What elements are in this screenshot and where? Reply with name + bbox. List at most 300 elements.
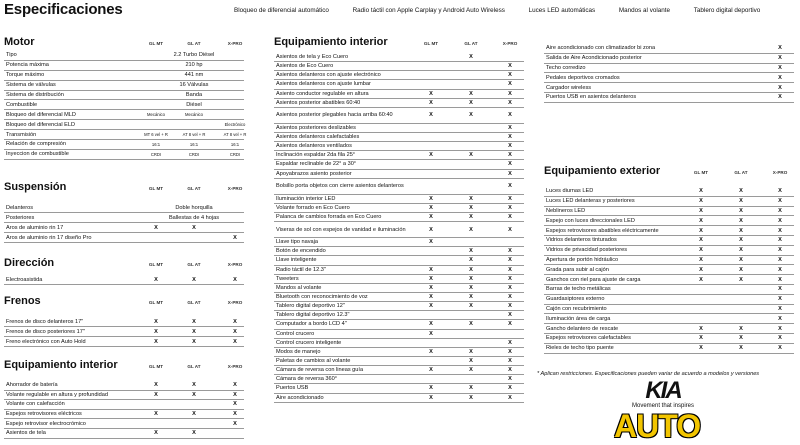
spec-label: Espejo con luces direccionales LED — [546, 217, 635, 224]
spec-cell: 16:1 — [151, 141, 161, 147]
version-header: GL AT — [464, 41, 478, 46]
spec-cell: X — [429, 394, 433, 401]
spec-cell: AT 8 vel + R — [223, 132, 247, 138]
version-header: GL MT — [148, 262, 164, 267]
spec-row — [544, 285, 794, 295]
spec-cell: X — [739, 335, 743, 342]
spec-row — [274, 124, 524, 133]
spec-row — [544, 305, 794, 315]
version-header: X-PRO — [227, 41, 243, 46]
spec-cell: X — [508, 143, 512, 150]
header — [0, 0, 800, 22]
spec-label: Bluetooth con reconocimiento de voz — [276, 294, 368, 301]
spec-row — [544, 246, 794, 256]
spec-cell: X — [508, 124, 512, 131]
spec-label: Volante forrado en Eco Cuero — [276, 204, 350, 211]
spec-row — [274, 62, 524, 71]
spec-label: Sistema de válvulas — [6, 82, 56, 89]
spec-cell: X — [154, 276, 158, 283]
spec-cell: X — [778, 237, 782, 244]
spec-label: Bolsillo porta objetos con cierre asientos delanteros — [276, 183, 404, 190]
spec-cell: X — [429, 226, 433, 233]
spec-row — [274, 142, 524, 151]
spec-label: Neblineros LED — [546, 207, 586, 214]
spec-label: Asientos de tela — [6, 430, 46, 437]
spec-cell: X — [192, 411, 196, 418]
spec-row — [4, 71, 244, 81]
spec-row — [544, 256, 794, 266]
spec-row — [274, 179, 524, 195]
spec-cell: X — [429, 367, 433, 374]
spec-label: Inclinación espaldar 2da fila 25° — [276, 152, 356, 159]
spec-cell: X — [429, 266, 433, 273]
spec-cell: X — [429, 99, 433, 106]
spec-cell: X — [469, 54, 473, 61]
spec-cell: X — [469, 358, 473, 364]
spec-row — [4, 391, 244, 401]
spec-cell: CRDI — [188, 151, 200, 157]
spec-label: Ahorrador de batería — [6, 382, 58, 389]
spec-row — [274, 90, 524, 99]
spec-label: Asientos delanteros ventilados — [276, 143, 352, 150]
spec-row — [274, 348, 524, 357]
spec-cell: X — [192, 276, 196, 283]
spec-cell: X — [739, 227, 743, 234]
spec-cell: X — [508, 99, 512, 106]
spec-cell: X — [778, 55, 782, 62]
spec-row — [274, 213, 524, 222]
spec-cell: X — [233, 328, 237, 335]
spec-cell: X — [508, 376, 512, 383]
spec-label: Espejos retrovisores calefactables — [546, 335, 631, 342]
spec-table — [4, 275, 244, 285]
spec-cell: Mecánico — [185, 112, 203, 118]
spec-row — [274, 195, 524, 204]
spec-row — [544, 314, 794, 324]
version-header: X-PRO — [772, 170, 788, 175]
spec-cell: X — [154, 382, 158, 389]
spec-label: Frenos de disco delanteros 17" — [6, 318, 84, 325]
spec-cell: X — [778, 247, 782, 254]
spec-cell: X — [778, 207, 782, 214]
spec-cell: X — [233, 318, 237, 325]
spec-label: Combustible — [6, 101, 38, 108]
spec-row — [4, 51, 244, 61]
spec-label: Modos de manejo — [276, 348, 321, 355]
spec-row — [4, 275, 244, 285]
spec-cell: X — [699, 345, 703, 352]
section-title: Dirección — [4, 257, 55, 269]
spec-cell: X — [778, 315, 782, 322]
spec-cell: 16:1 — [230, 141, 240, 147]
spec-cell: X — [469, 394, 473, 401]
spec-cell: MT 6 vel + R — [144, 132, 168, 138]
spec-label: Botón de encendido — [276, 248, 326, 255]
spec-cell: X — [699, 256, 703, 263]
highlight-item: Bloqueo de diferencial automático — [234, 7, 329, 14]
spec-label: Electroasistida — [6, 276, 43, 283]
spec-label: Volante con calefacción — [6, 401, 65, 408]
version-header: GL AT — [187, 300, 201, 305]
spec-row — [544, 265, 794, 275]
spec-cell: X — [154, 328, 158, 335]
version-header: X-PRO — [227, 300, 243, 305]
spec-cell: X — [469, 303, 473, 310]
spec-row — [4, 223, 244, 233]
spec-cell: X — [469, 99, 473, 106]
spec-label: Asientos posterior plegables hacia arriba 60:40 — [276, 112, 393, 119]
highlight-item: Radio táctil con Apple Carplay y Android Auto Wireless — [352, 7, 505, 14]
spec-row — [544, 226, 794, 236]
spec-cell: X — [154, 224, 158, 231]
spec-cell: X — [508, 348, 512, 355]
spec-label: Relación de compresión — [6, 141, 67, 148]
spec-cell: X — [778, 198, 782, 205]
spec-cell: X — [699, 266, 703, 273]
spec-cell: X — [778, 256, 782, 263]
spec-cell: X — [508, 367, 512, 374]
spec-label: Palanca de cambios forrada en Eco Cuero — [276, 214, 382, 221]
spec-label: Apertura de portón hidráulico — [546, 256, 619, 263]
spec-row — [274, 284, 524, 293]
spec-cell: X — [154, 411, 158, 418]
spec-row — [544, 275, 794, 285]
version-header: X-PRO — [227, 186, 243, 191]
spec-row — [274, 366, 524, 375]
spec-row — [274, 375, 524, 384]
version-header: GL AT — [734, 170, 748, 175]
spec-cell: X — [469, 385, 473, 392]
spec-cell: X — [469, 266, 473, 273]
spec-label: Rieles de techo tipo puente — [546, 345, 614, 352]
spec-row — [274, 247, 524, 256]
page-title: Especificaciones — [4, 1, 123, 18]
spec-label: Espejos retrovisores eléctricos — [6, 411, 82, 418]
spec-cell: X — [154, 391, 158, 398]
spec-cell: X — [778, 286, 782, 293]
spec-row — [4, 140, 244, 150]
spec-row — [544, 44, 794, 54]
spec-cell: X — [233, 401, 237, 408]
spec-cell: X — [739, 325, 743, 332]
spec-label: Guardasiptores externo — [546, 296, 605, 303]
spec-cell: CRDI — [150, 151, 162, 157]
spec-row — [274, 238, 524, 247]
spec-cell: X — [739, 345, 743, 352]
spec-label: Control crucero — [276, 330, 315, 337]
spec-value: 441 nm — [184, 72, 204, 79]
spec-cell: X — [192, 430, 196, 437]
spec-row — [274, 293, 524, 302]
spec-cell: X — [192, 382, 196, 389]
spec-cell: X — [778, 45, 782, 52]
spec-label: Inyeccion de combustible — [6, 151, 69, 158]
spec-cell: X — [429, 385, 433, 392]
spec-cell: X — [739, 247, 743, 254]
spec-cell: X — [739, 207, 743, 214]
spec-cell: X — [469, 348, 473, 355]
spec-cell: X — [508, 303, 512, 310]
spec-row — [4, 419, 244, 429]
spec-cell: X — [429, 152, 433, 159]
spec-row — [274, 71, 524, 80]
spec-cell: X — [192, 338, 196, 345]
version-header: GL AT — [187, 262, 201, 267]
spec-row — [4, 381, 244, 391]
version-header: GL MT — [148, 300, 164, 305]
version-header: X-PRO — [502, 41, 518, 46]
version-header: X-PRO — [227, 262, 243, 267]
kia-wordmark: KIA — [645, 377, 681, 404]
spec-cell: X — [699, 237, 703, 244]
spec-row — [274, 108, 524, 124]
spec-label: Llave tipo navaja — [276, 239, 318, 246]
spec-row — [544, 54, 794, 64]
spec-value: Doble horquilla — [175, 204, 213, 211]
spec-label: Espaldar reclinable de 22° a 30° — [276, 161, 357, 168]
spec-label: Delanteros — [6, 204, 34, 211]
spec-cell: X — [469, 112, 473, 119]
spec-label: Asientos de Eco Cuero — [276, 63, 334, 70]
spec-row — [274, 53, 524, 62]
spec-cell: 16:1 — [189, 141, 199, 147]
spec-cell: X — [699, 198, 703, 205]
spec-value: 2.2 Turbo Diésel — [173, 52, 215, 59]
spec-cell: X — [429, 275, 433, 282]
spec-row — [274, 133, 524, 142]
spec-cell: X — [508, 112, 512, 119]
spec-row — [544, 324, 794, 334]
spec-cell: X — [739, 237, 743, 244]
spec-label: Freno electrónico con Auto Hold — [6, 338, 86, 345]
spec-label: Asientos delanteros con ajuste electrónico — [276, 72, 381, 79]
spec-cell: X — [739, 188, 743, 195]
spec-cell: X — [739, 266, 743, 273]
spec-cell: X — [233, 234, 237, 241]
spec-cell: Mecánico — [147, 112, 165, 118]
spec-cell: X — [508, 226, 512, 233]
spec-table — [4, 51, 247, 160]
spec-label: Tweeters — [276, 275, 299, 282]
spec-row — [274, 80, 524, 89]
spec-cell: X — [508, 170, 512, 177]
spec-row — [274, 170, 524, 179]
spec-row — [544, 83, 794, 93]
spec-table — [4, 317, 244, 347]
spec-row — [274, 311, 524, 320]
spec-cell: X — [508, 72, 512, 79]
spec-cell: X — [192, 224, 196, 231]
spec-label: Aros de aluminio rin 17 diseño Pro — [6, 234, 92, 241]
spec-cell: X — [469, 367, 473, 374]
spec-cell: X — [739, 198, 743, 205]
spec-cell: X — [778, 296, 782, 303]
spec-cell: X — [508, 284, 512, 291]
spec-cell: X — [154, 430, 158, 437]
spec-table — [4, 381, 244, 439]
spec-table — [274, 53, 524, 403]
spec-label: Puertos USB en asientos delanteros — [546, 94, 637, 101]
version-header: GL MT — [148, 186, 164, 191]
spec-cell: X — [508, 321, 512, 328]
section-title: Equipamiento interior — [274, 36, 388, 48]
spec-cell: X — [429, 214, 433, 221]
spec-cell: X — [699, 207, 703, 214]
spec-value: Diésel — [186, 101, 202, 108]
spec-label: Bloqueo del diferencial MLD — [6, 111, 76, 118]
spec-row — [4, 400, 244, 410]
spec-label: Posteriores — [6, 214, 35, 221]
spec-label: Espejos retrovisores abatibles eléctricamente — [546, 227, 659, 234]
spec-value: 16 Válvulas — [179, 82, 209, 89]
spec-row — [274, 302, 524, 311]
spec-cell: Electrónico — [224, 122, 246, 128]
spec-label: Iluminación interior LED — [276, 195, 336, 202]
spec-cell: X — [699, 247, 703, 254]
spec-row — [274, 222, 524, 238]
spec-label: Gancho delantero de rescate — [546, 325, 619, 332]
spec-cell: X — [429, 90, 433, 97]
spec-row — [544, 344, 794, 354]
spec-cell: X — [699, 276, 703, 283]
spec-cell: X — [508, 394, 512, 401]
spec-cell: X — [429, 284, 433, 291]
spec-cell: X — [508, 358, 512, 364]
auto-magazine-logo: AUTO — [614, 408, 701, 444]
version-header: GL MT — [423, 41, 439, 46]
disclaimer-note: * Aplican restricciones. Especificaciones pueden variar de acuerdo a modelos y versiones — [537, 371, 760, 377]
spec-row — [274, 357, 524, 366]
spec-label: Paletas de cambios al volante — [276, 358, 351, 364]
spec-cell: X — [508, 152, 512, 159]
spec-cell: X — [508, 90, 512, 97]
spec-cell: X — [508, 183, 512, 190]
spec-row — [274, 320, 524, 329]
spec-row — [4, 91, 244, 101]
highlight-item: Mandos al volante — [618, 7, 671, 14]
spec-row — [4, 150, 244, 160]
spec-label: Pedales deportivos cromados — [546, 74, 620, 81]
spec-row — [274, 275, 524, 284]
spec-row — [274, 99, 524, 108]
spec-label: Llave inteligente — [276, 257, 317, 264]
spec-cell: X — [508, 134, 512, 141]
spec-cell: X — [429, 195, 433, 202]
spec-cell: X — [469, 248, 473, 255]
spec-row — [544, 207, 794, 217]
spec-label: Barras de techo metálicas — [546, 286, 611, 293]
spec-row — [4, 203, 244, 213]
spec-cell: X — [508, 248, 512, 255]
spec-row — [4, 100, 244, 110]
spec-row — [4, 410, 244, 420]
spec-cell: X — [192, 328, 196, 335]
spec-row — [274, 151, 524, 160]
spec-row — [274, 204, 524, 213]
spec-row — [4, 130, 247, 140]
spec-label: Torque máximo — [6, 72, 45, 79]
spec-label: Aire acondicionado — [276, 394, 324, 401]
spec-cell: X — [508, 339, 512, 346]
spec-label: Cámara de reversa con lineas guía — [276, 367, 364, 374]
spec-cell: X — [469, 226, 473, 233]
spec-label: Control crucero inteligente — [276, 339, 342, 346]
spec-cell: X — [469, 275, 473, 282]
spec-row — [4, 213, 244, 223]
spec-cell: X — [469, 284, 473, 291]
version-header: X-PRO — [227, 364, 243, 369]
spec-row — [544, 93, 794, 103]
spec-label: Cámara de reversa 360° — [276, 376, 338, 383]
spec-cell: X — [508, 257, 512, 264]
spec-cell: X — [429, 330, 433, 337]
spec-cell: X — [699, 188, 703, 195]
spec-cell: X — [739, 276, 743, 283]
section-title: Equipamiento interior — [4, 359, 118, 371]
highlight-item: Tablero digital deportivo — [693, 7, 761, 14]
spec-cell: X — [508, 195, 512, 202]
spec-label: Grada para subir al cajón — [546, 266, 609, 273]
spec-cell: X — [699, 227, 703, 234]
spec-cell: X — [508, 294, 512, 301]
spec-cell: X — [739, 256, 743, 263]
section-title: Frenos — [4, 295, 41, 307]
spec-cell: X — [192, 391, 196, 398]
spec-cell: X — [233, 276, 237, 283]
spec-row — [274, 394, 524, 403]
spec-label: Frenos de disco posteriores 17" — [6, 328, 85, 335]
spec-cell: X — [469, 257, 473, 264]
spec-cell: X — [469, 195, 473, 202]
spec-label: Apoyabrazos asiento posterior — [276, 170, 352, 177]
spec-label: Mandos al volante — [276, 284, 322, 291]
spec-cell: X — [429, 112, 433, 119]
spec-label: Radio táctil de 12.3" — [276, 266, 326, 273]
spec-label: Asientos de tela y Eco Cuero — [276, 54, 349, 61]
spec-cell: X — [469, 152, 473, 159]
spec-label: Tablero digital deportivo 12" — [276, 303, 345, 310]
spec-cell: X — [778, 74, 782, 81]
spec-cell: X — [778, 217, 782, 224]
spec-label: Vidrios de privacidad posteriores — [546, 247, 628, 254]
spec-cell: X — [699, 335, 703, 342]
spec-cell: X — [429, 303, 433, 310]
spec-cell: X — [778, 276, 782, 283]
spec-cell: X — [778, 64, 782, 71]
spec-label: Puertos USB — [276, 385, 309, 392]
feature-highlights — [234, 7, 782, 14]
spec-cell: X — [778, 345, 782, 352]
spec-cell: X — [469, 90, 473, 97]
spec-cell: X — [508, 275, 512, 282]
spec-cell: X — [778, 266, 782, 273]
spec-label: Cajón con recubrimiento — [546, 305, 607, 312]
spec-cell: X — [778, 325, 782, 332]
spec-label: Luces LED delanteras y posteriores — [546, 198, 635, 205]
spec-cell: X — [778, 94, 782, 101]
spec-cell: X — [508, 385, 512, 392]
spec-label: Vidrios delanteros tinturados — [546, 237, 617, 244]
spec-cell: X — [429, 348, 433, 355]
spec-cell: X — [429, 204, 433, 211]
spec-row — [274, 160, 524, 169]
spec-row — [4, 120, 244, 130]
spec-row — [544, 64, 794, 74]
spec-row — [274, 256, 524, 265]
spec-table — [544, 187, 794, 354]
spec-label: Asientos delanteros con ajuste lumbar — [276, 81, 371, 88]
spec-label: Bloqueo del diferencial ELD — [6, 121, 76, 128]
